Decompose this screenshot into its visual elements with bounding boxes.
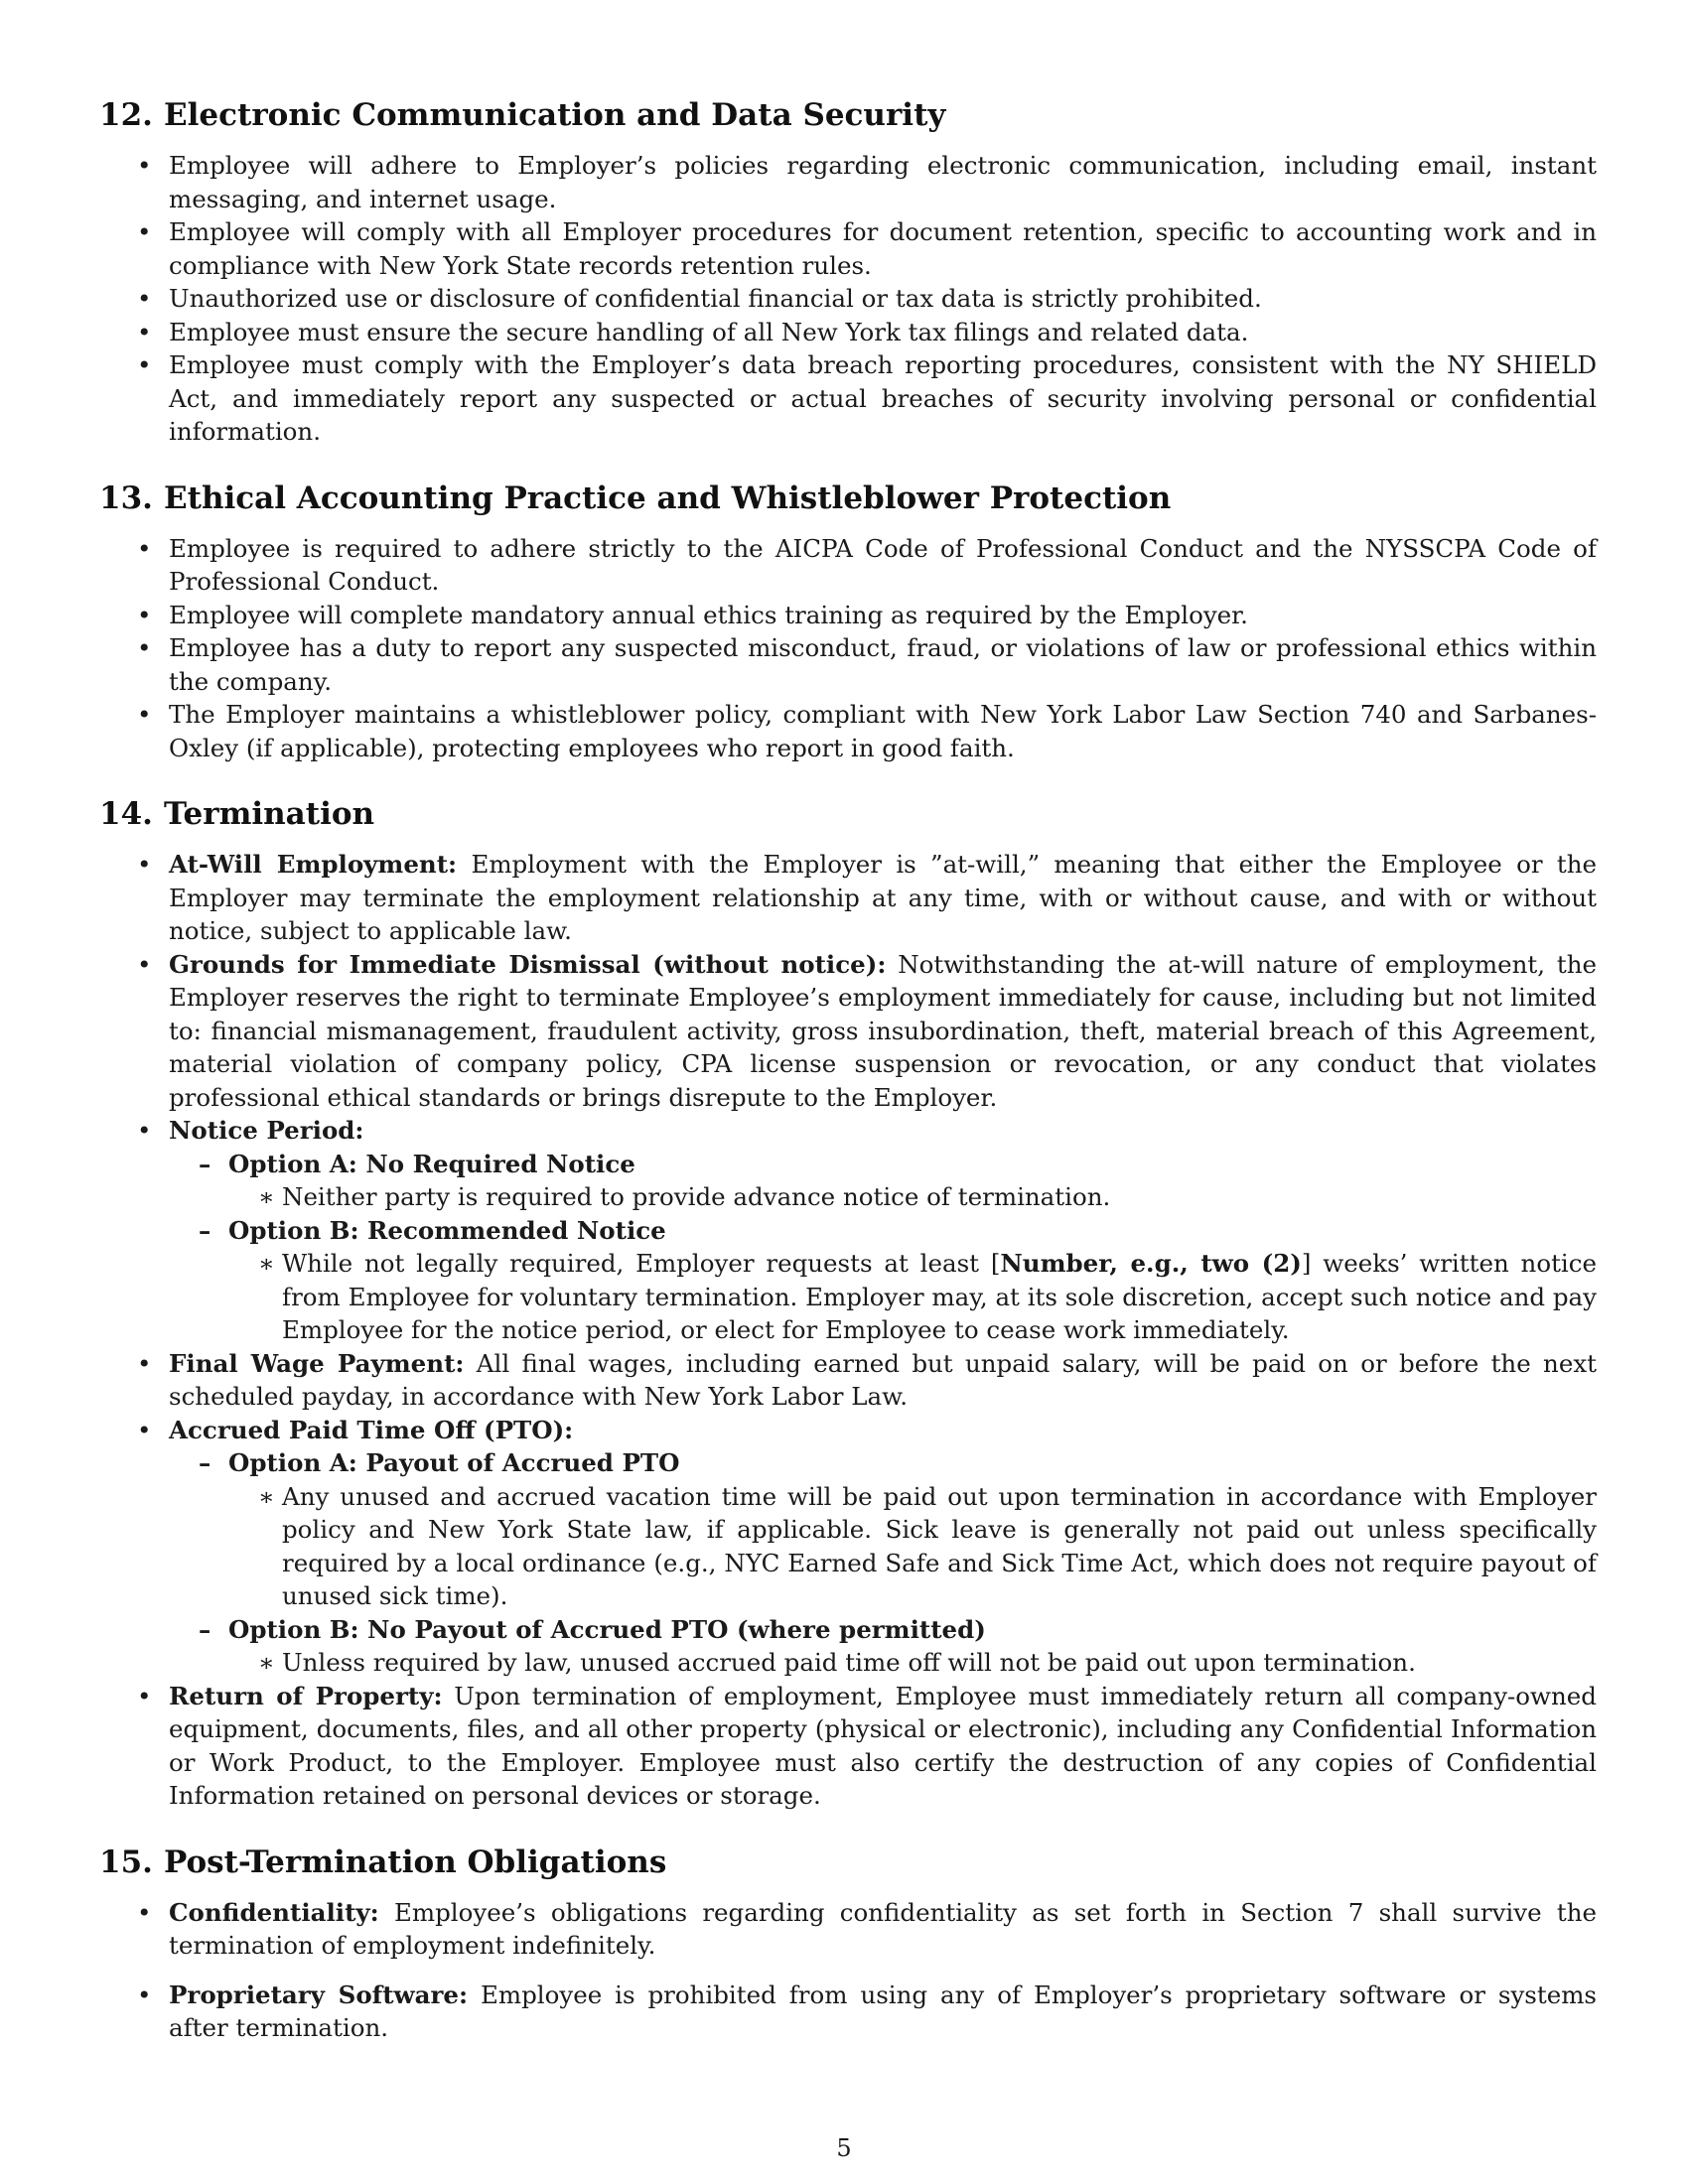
list-item: • Employee will comply with all Employer procedures for document retention, specific to accounting work and in compliance with New York State records retention rules. (99, 215, 1597, 282)
bullet-list (99, 532, 1597, 765)
sub-sub-item (228, 1247, 1597, 1347)
section-title: Electronic Communication and Data Security (164, 97, 946, 133)
section-title: Termination (164, 796, 375, 832)
list-item: • Employee must ensure the secure handling of all New York tax filings and related data. (99, 316, 1597, 349)
placeholder-field: Number, e.g., two (2) (1000, 1249, 1302, 1278)
list-item-software (99, 1979, 1597, 2045)
list-item: • Employee will complete mandatory annual ethics training as required by the Employer. (99, 599, 1597, 632)
item-label: At-Will Employment: (169, 850, 458, 879)
item-text: Upon termination of employment, Employee must immediately return all company-owned equipment, documents, files, and all other property (physical or electronic), including any Confidential Information or Work Product, to the Employer. Employee must also certify the destruction of any copies of Confidential Information retained on personal devices or storage. (169, 1681, 1597, 1810)
option-label: Option A: No Required Notice (228, 1149, 635, 1178)
list-item: • Employee is required to adhere strictly to the AICPA Code of Professional Conduct and the NYSSCPA Code of Professional Conduct. (99, 532, 1597, 599)
sub-list (169, 1148, 1597, 1347)
section-number: 15. (99, 1843, 153, 1880)
section-heading (99, 95, 1597, 135)
list-item: • The Employer maintains a whistleblower policy, compliant with New York Labor Law Section 740 and Sarbanes-Oxley (if applicable), protecting employees who report in good faith. (99, 698, 1597, 764)
sub-sub-item: ∗ Unless required by law, unused accrued paid time off will not be paid out upon termination. (228, 1646, 1597, 1680)
text-after: ] weeks’ written notice from Employee for voluntary termination. Employer may, at its sole discretion, accept such notice and pay Employee for the notice period, or elect for Employee to cease work immediately. (282, 1249, 1597, 1344)
sub-sub-item: ∗ Any unused and accrued vacation time will be paid out upon termination in accordance with Employer policy and New York State law, if applicable. Sick leave is generally not paid out unless specifically required by a local ordinance (e.g., NYC Earned Safe and Sick Time Act, which does not require payout of unused sick time). (228, 1480, 1597, 1613)
document-page (99, 95, 1597, 2075)
item-label: Return of Property: (169, 1681, 443, 1710)
text-before: While not legally required, Employer requests at least [ (282, 1249, 1001, 1278)
section-15 (99, 1843, 1597, 2045)
page-number: 5 (836, 2134, 852, 2162)
item-label: Notice Period: (169, 1116, 364, 1145)
list-item-confidentiality (99, 1896, 1597, 1963)
option-label: Option B: No Payout of Accrued PTO (where permitted) (228, 1614, 986, 1644)
list-item-return-property (99, 1680, 1597, 1813)
list-item: • Employee has a duty to report any suspected misconduct, fraud, or violations of law or professional ethics within the company. (99, 631, 1597, 698)
section-heading (99, 1843, 1597, 1882)
section-heading (99, 794, 1597, 834)
section-title: Post-Termination Obligations (164, 1843, 667, 1880)
sub-item-option-a (169, 1148, 1597, 1214)
item-label: Final Wage Payment: (169, 1348, 465, 1378)
list-item-pto (99, 1414, 1597, 1680)
section-number: 12. (99, 97, 153, 133)
sub-list (169, 1446, 1597, 1680)
bullet-list (99, 1896, 1597, 2045)
item-label: Proprietary Software: (169, 1979, 469, 2009)
option-label: Option A: Payout of Accrued PTO (228, 1448, 680, 1477)
sub-item-option-b (169, 1214, 1597, 1347)
item-label: Accrued Paid Time Off (PTO): (169, 1415, 574, 1444)
sub-sub-list (228, 1247, 1597, 1347)
item-text: Employee’s obligations regarding confidentiality as set forth in Section 7 shall survive the termination of employment indefinitely. (169, 1897, 1597, 1960)
item-label: Grounds for Immediate Dismissal (without notice): (169, 949, 887, 979)
section-title: Ethical Accounting Practice and Whistleblower Protection (164, 479, 1172, 516)
sub-sub-item: ∗ Neither party is required to provide advance notice of termination. (228, 1180, 1597, 1214)
list-item-grounds (99, 948, 1597, 1115)
section-number: 14. (99, 796, 153, 832)
sub-item-option-b (169, 1613, 1597, 1680)
list-item: • Unauthorized use or disclosure of confidential financial or tax data is strictly prohibited. (99, 282, 1597, 316)
list-item-final-wage (99, 1347, 1597, 1414)
list-item-at-will (99, 848, 1597, 948)
section-14 (99, 794, 1597, 1813)
item-text: All final wages, including earned but unpaid salary, will be paid on or before the next scheduled payday, in accordance with New York Labor Law. (169, 1348, 1597, 1411)
list-item: • Employee must comply with the Employer’s data breach reporting procedures, consistent with the NY SHIELD Act, and immediately report any suspected or actual breaches of security involving personal or confidential information. (99, 348, 1597, 449)
item-text: Employee is prohibited from using any of Employer’s proprietary software or systems after termination. (169, 1979, 1598, 2042)
section-number: 13. (99, 479, 153, 516)
section-13 (99, 478, 1597, 765)
section-heading (99, 478, 1597, 518)
item-text: Notwithstanding the at-will nature of employment, the Employer reserves the right to terminate Employee’s employment immediately for cause, including but not limited to: financial mismanagement, fraudulent activity, gross insubordination, theft, material breach of this Agreement, material violation of company policy, CPA license suspension or revocation, or any conduct that violates professional ethical standards or brings disrepute to the Employer. (169, 949, 1597, 1112)
list-item: • Employee will adhere to Employer’s policies regarding electronic communication, including email, instant messaging, and internet usage. (99, 149, 1597, 215)
bullet-list (99, 149, 1597, 449)
sub-item-option-a (169, 1446, 1597, 1613)
bullet-list (99, 848, 1597, 1813)
option-label: Option B: Recommended Notice (228, 1215, 666, 1245)
sub-sub-list (228, 1646, 1597, 1680)
section-12 (99, 95, 1597, 449)
item-text: Employment with the Employer is ”at-will,” meaning that either the Employee or the Employer may terminate the employment relationship at any time, with or without cause, and with or without notice, subject to applicable law. (169, 850, 1597, 945)
sub-sub-list (228, 1180, 1597, 1214)
list-item-notice-period (99, 1114, 1597, 1347)
item-label: Confidentiality: (169, 1897, 379, 1927)
sub-sub-list (228, 1480, 1597, 1613)
